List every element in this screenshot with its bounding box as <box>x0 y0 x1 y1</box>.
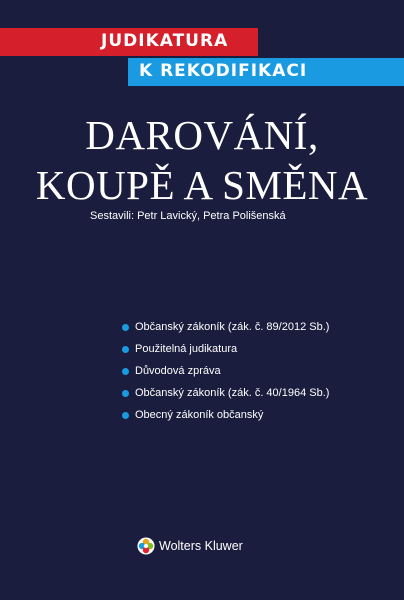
contents-item-label: Důvodová zpráva <box>135 365 221 377</box>
contents-item <box>122 364 329 386</box>
series-banner-blue <box>128 58 404 86</box>
title-line-2: KOUPĚ A SMĚNA <box>35 162 369 208</box>
contents-item <box>122 320 329 342</box>
contents-item <box>122 408 329 430</box>
series-line-1: JUDIKATURA <box>101 31 229 51</box>
series-line-2: K REKODIFIKACI <box>139 61 308 81</box>
bullet-icon <box>122 346 129 353</box>
contents-item-label: Obecný zákoník občanský <box>135 409 264 421</box>
book-title <box>0 110 404 210</box>
contents-item-label: Občanský zákoník (zák. č. 40/1964 Sb.) <box>135 387 330 399</box>
contents-item <box>122 342 329 364</box>
wolters-kluwer-logo-icon <box>137 537 155 555</box>
contents-item-label: Použitelná judikatura <box>135 343 238 355</box>
contents-item-label: Občanský zákoník (zák. č. 89/2012 Sb.) <box>135 321 330 333</box>
contents-list <box>122 320 329 430</box>
bullet-icon <box>122 412 129 419</box>
publisher <box>137 536 243 556</box>
contents-item <box>122 386 329 408</box>
series-banner-red <box>0 28 258 56</box>
bullet-icon <box>122 390 129 397</box>
compilers-credit: Sestavili: Petr Lavický, Petra Polišenská <box>90 210 286 222</box>
bullet-icon <box>122 368 129 375</box>
bullet-icon <box>122 324 129 331</box>
title-line-1: DAROVÁNÍ, <box>85 112 319 158</box>
publisher-name: Wolters Kluwer <box>159 539 243 553</box>
